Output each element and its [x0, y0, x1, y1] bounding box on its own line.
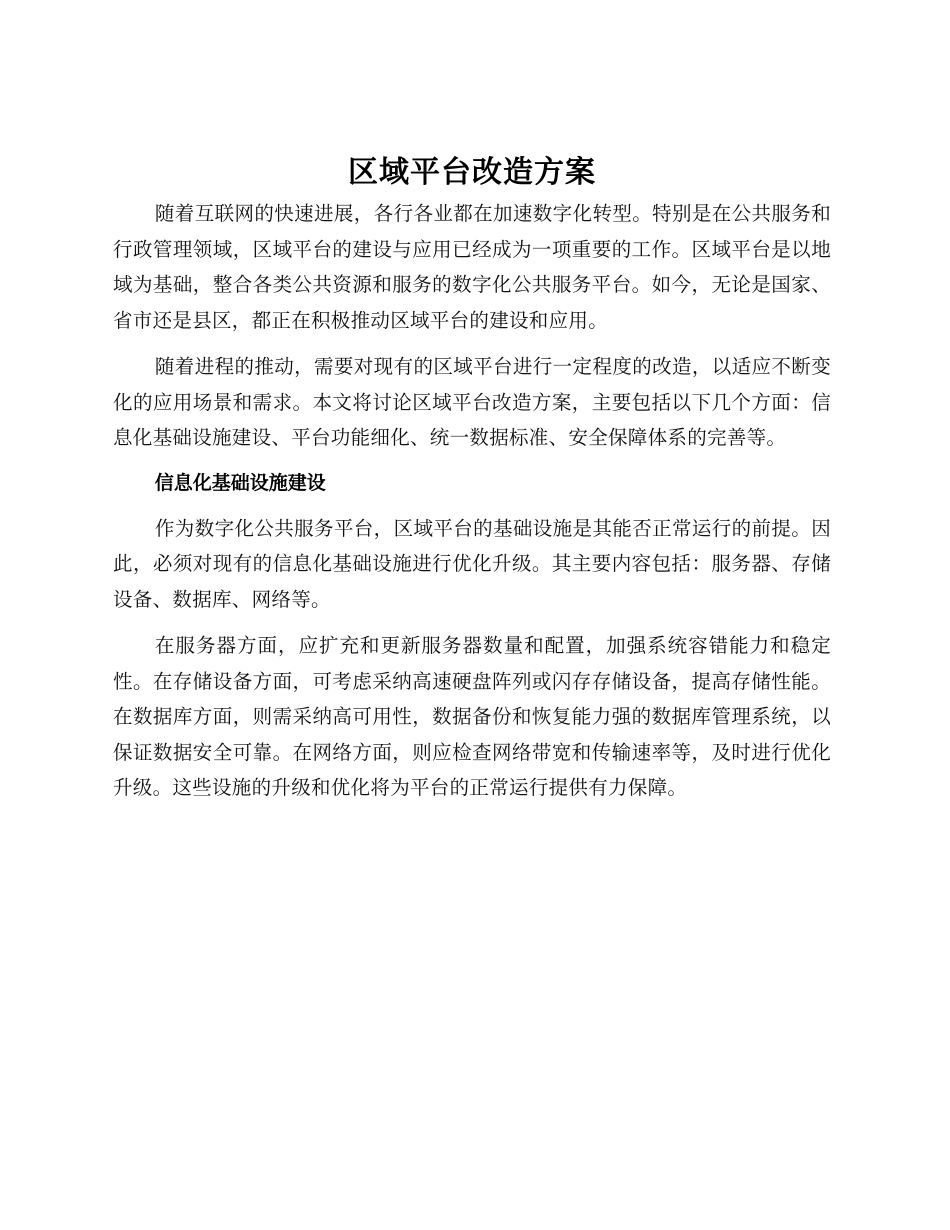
section-paragraph-1: 作为数字化公共服务平台，区域平台的基础设施是其能否正常运行的前提。因此，必须对现有的信息化基础设施进行优化升级。其主要内容包括：服务器、存储设备、数据库、网络等。: [113, 516, 831, 611]
document-content: [113, 150, 831, 817]
intro-paragraph-2: 随着进程的推动，需要对现有的区域平台进行一定程度的改造，以适应不断变化的应用场景和需求。本文将讨论区域平台改造方案，主要包括以下几个方面：信息化基础设施建设、平台功能细化、统一数据标准、安全保障体系的完善等。: [113, 355, 831, 449]
document-title: 区域平台改造方案: [348, 155, 596, 190]
section-heading: 信息化基础设施建设: [154, 471, 326, 494]
section-paragraph-2: 在服务器方面，应扩充和更新服务器数量和配置，加强系统容错能力和稳定性。在存储设备方面，可考虑采纳高速硬盘阵列或闪存存储设备，提高存储性能。在数据库方面，则需采纳高可用性，数据备份和恢复能力强的数据库管理系统，以保证数据安全可靠。在网络方面，则应检查网络带宽和传输速率等，及时进行优化升级。这些设施的升级和优化将为平台的正常运行提供有力保障。: [113, 634, 831, 799]
intro-paragraph-1: 随着互联网的快速进展，各行各业都在加速数字化转型。特别是在公共服务和行政管理领域，区域平台的建设与应用已经成为一项重要的工作。区域平台是以地域为基础，整合各类公共资源和服务的数字化公共服务平台。如今，无论是国家、省市还是县区，都正在积极推动区域平台的建设和应用。: [113, 202, 831, 332]
